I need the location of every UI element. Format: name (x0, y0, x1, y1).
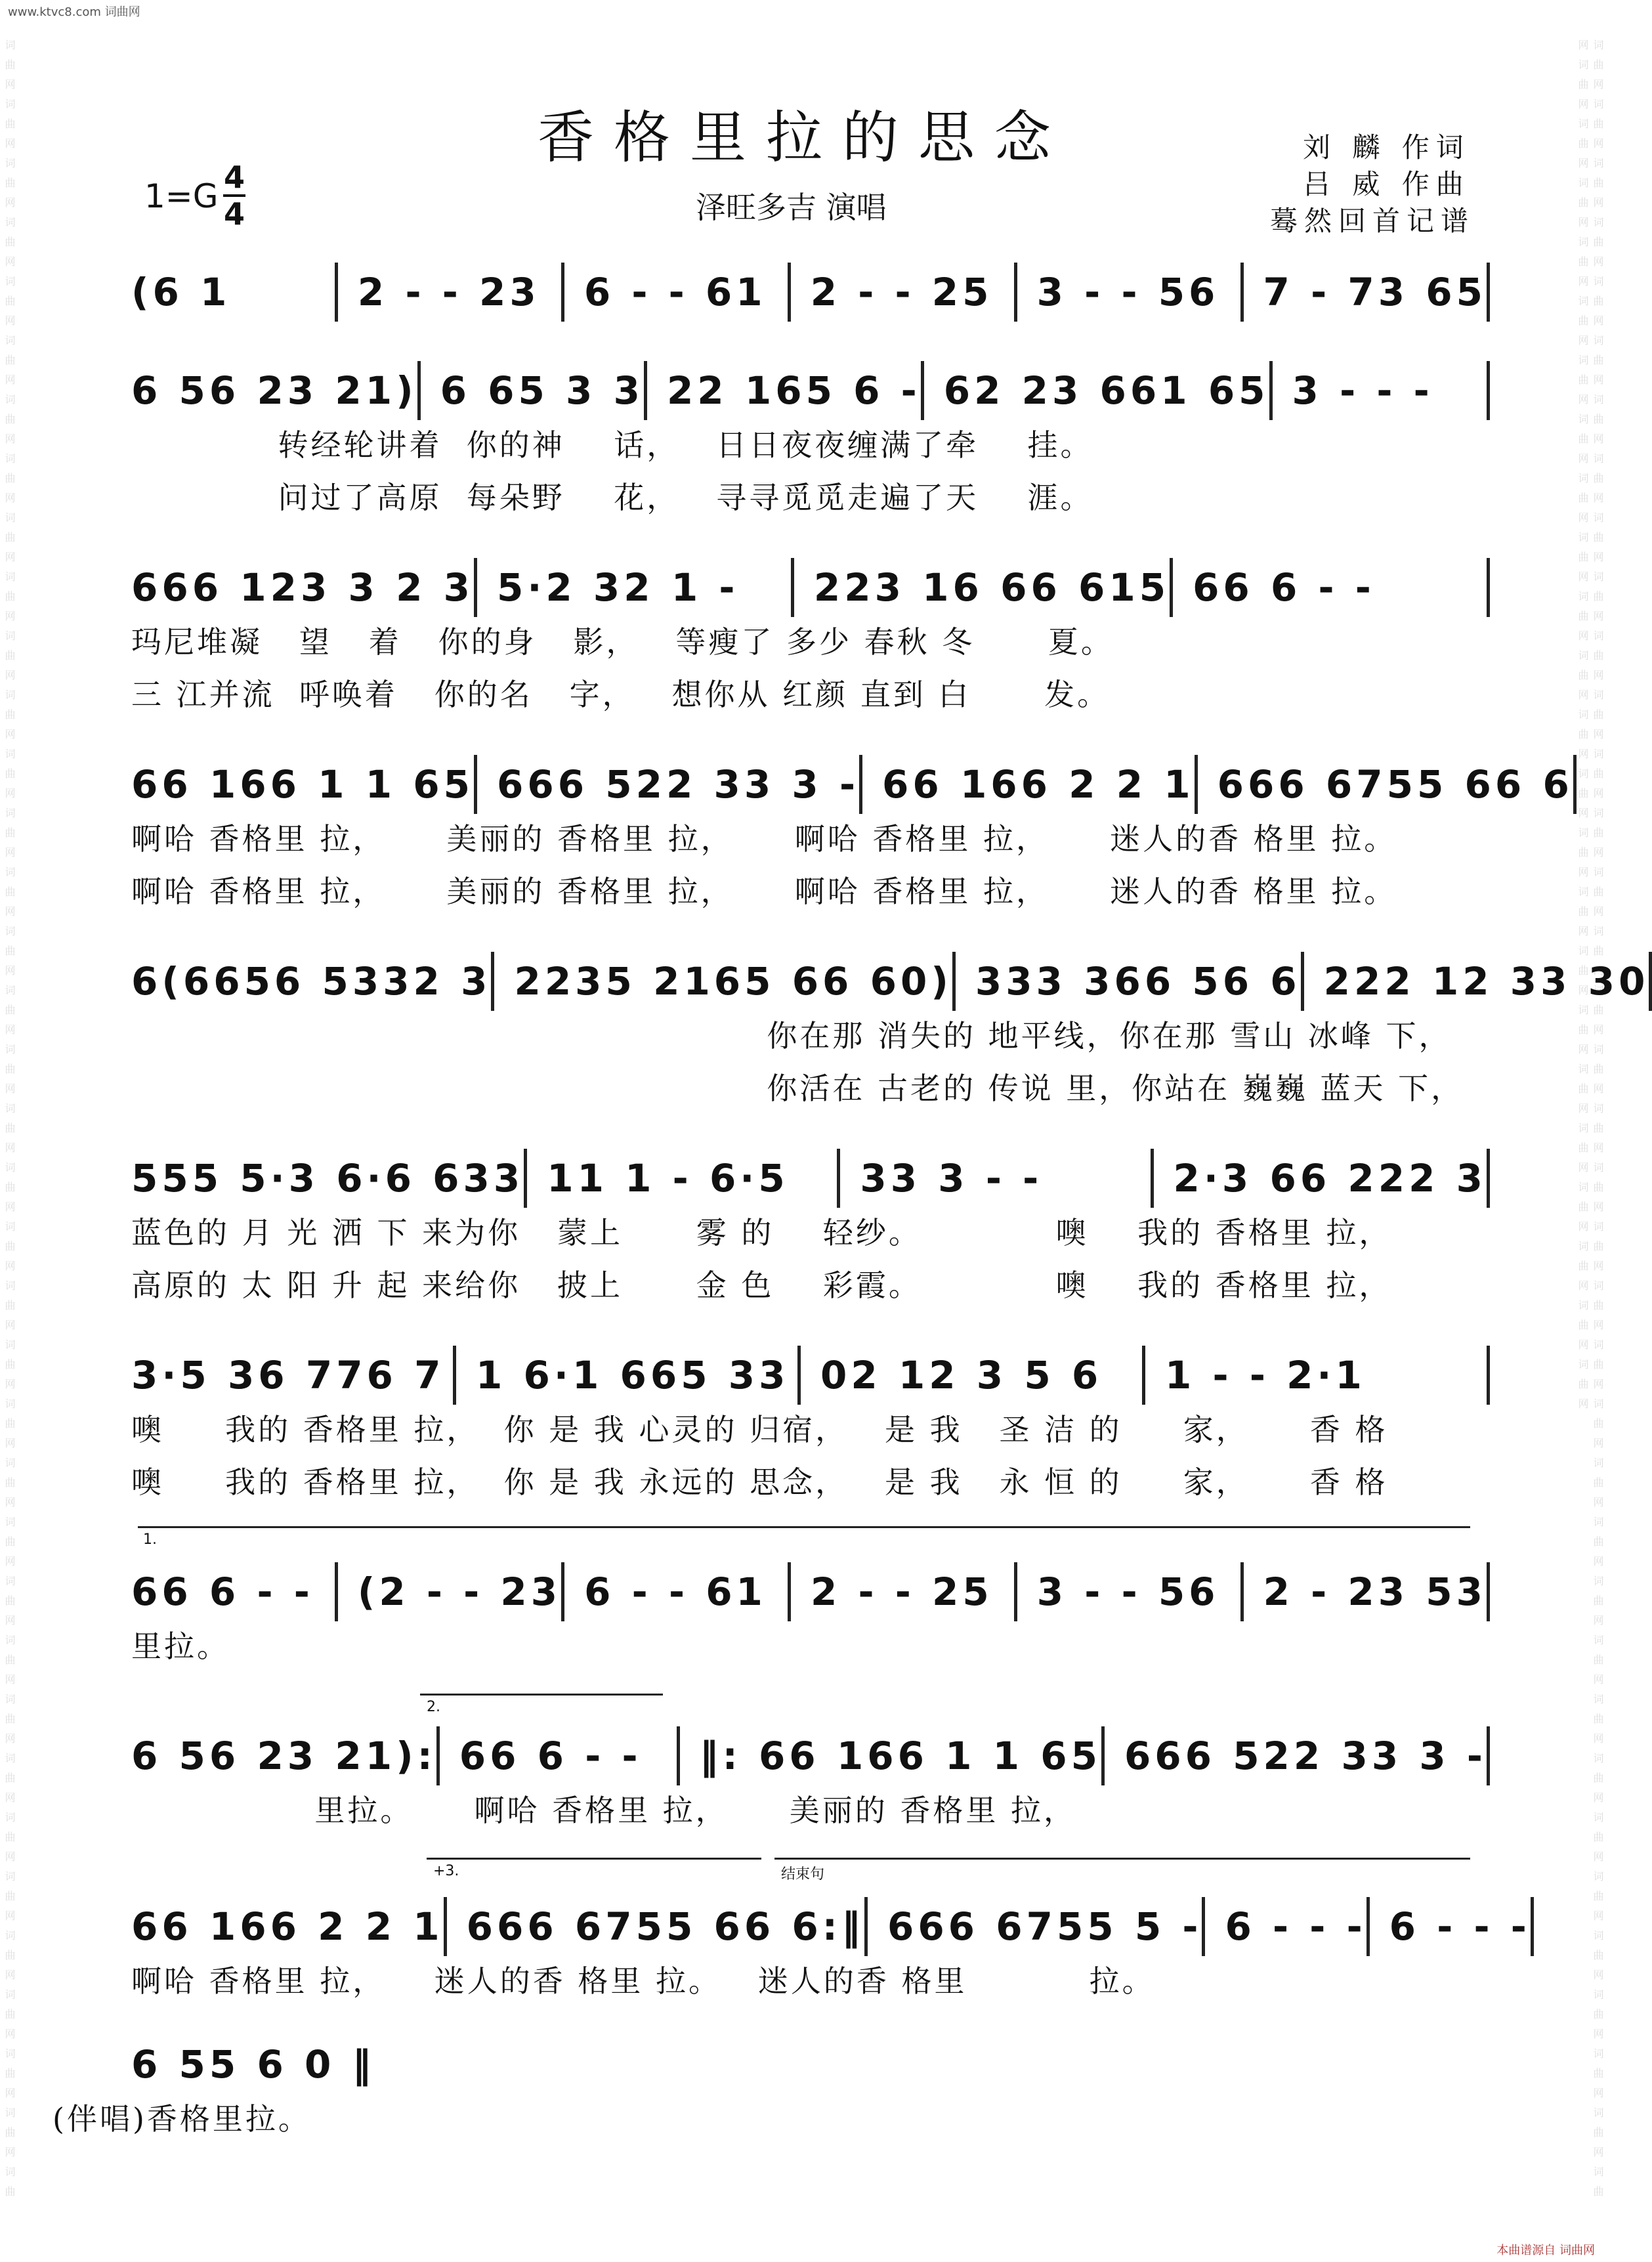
footer-source: 本曲谱源自 词曲网 (1496, 2244, 1595, 2257)
measure: 1 6·1 665 33 (476, 1353, 790, 1398)
measure: 5·2 32 1 - (496, 565, 739, 610)
barline (1649, 952, 1652, 1011)
music-line (131, 1569, 1490, 1615)
measure: 666 123 3 2 3 (131, 565, 474, 610)
barline (1487, 361, 1490, 420)
measure: 666 522 33 3 - (496, 762, 860, 807)
measure: ‖: 66 166 1 1 65 (699, 1734, 1101, 1778)
measure: 1 - - 2·1 (1165, 1353, 1366, 1398)
music-line (131, 958, 1649, 1004)
measure: 666 6755 5 - (887, 1904, 1202, 1949)
time-top: 4 (223, 160, 245, 195)
music-line (131, 269, 1490, 315)
music-line (131, 761, 1573, 807)
barline (1573, 755, 1577, 814)
measure: 666 6755 66 6 (1217, 762, 1573, 807)
lyric-line: 三 江并流 呼唤着 你的名 字， 想你从 红颜 直到 白 发。 (131, 677, 1111, 712)
notator: 蓦然回首记谱 (1270, 205, 1475, 237)
lyric-line: 高原的 太 阳 升 起 来给你 披上 金 色 彩霞。 噢 我的 香格里 拉， (131, 1268, 1392, 1303)
barline (1487, 1149, 1490, 1208)
measure: 33 3 - - (860, 1156, 1043, 1201)
volta-2-label: 2. (427, 1699, 440, 1715)
measure: 22 165 6 - (666, 368, 921, 413)
music-line (131, 2041, 1490, 2087)
volta-1-line (138, 1526, 1470, 1528)
volta-1-label: 1. (143, 1531, 157, 1548)
barline (1487, 1346, 1490, 1405)
measure: 3 - - - (1292, 368, 1433, 413)
measure: 66 166 2 2 1 (131, 1904, 444, 1949)
lyric-line: 蓝色的 月 光 洒 下 来为你 蒙上 雾 的 轻纱。 噢 我的 香格里 拉， (131, 1215, 1392, 1250)
music-line (131, 565, 1490, 610)
lyric-line: 里拉。 啊哈 香格里 拉， 美丽的 香格里 拉， (131, 1793, 1077, 1828)
measure: 6 56 23 21): (131, 1734, 436, 1778)
lyric-line: 啊哈 香格里 拉， 美丽的 香格里 拉， 啊哈 香格里 拉， 迷人的香 格里 拉。 (131, 874, 1397, 909)
measure: 66 6 - - (459, 1734, 642, 1778)
measure: 666 522 33 3 - (1124, 1734, 1487, 1778)
measure: 2 - 23 53 (1263, 1569, 1487, 1614)
measure: (6 1 (131, 270, 231, 314)
volta-2-line (420, 1694, 663, 1696)
measure: 6 - - 61 (583, 270, 767, 314)
barline (1487, 558, 1490, 617)
lyric-line: 噢 我的 香格里 拉， 你 是 我 心灵的 归宿， 是 我 圣 洁 的 家， 香 格 (131, 1412, 1388, 1447)
measure: 333 366 56 6 (975, 959, 1301, 1004)
measure: 6 - - - (1225, 1904, 1366, 1949)
measure: 3·5 36 776 7 (131, 1353, 445, 1398)
measure: 62 23 661 65 (943, 368, 1269, 413)
lyric-line: (伴唱)香格里拉。 (53, 2101, 311, 2137)
measure: 6(6656 5332 3 (131, 959, 492, 1004)
barline (1487, 1562, 1490, 1621)
measure: 66 6 - - (1193, 565, 1375, 610)
measure: 6 56 23 21) (131, 368, 417, 413)
measure: 3 - - 56 (1036, 1569, 1219, 1614)
measure: 02 12 3 5 6 (820, 1353, 1103, 1398)
measure: 3 - - 56 (1036, 270, 1219, 314)
lyric-line: 转经轮讲着 你的神 话， 日日夜夜缠满了牵 挂。 (131, 427, 1093, 463)
watermark-right: 词曲网词曲网词曲网词曲网词曲网词曲网词曲网词曲网词曲网词曲网词曲网词曲网词曲网词曲网词曲网词曲网词曲网词曲网词曲网词曲网词曲网词曲网词曲网词曲网词曲网词曲网词曲网词曲网词曲网词曲网词曲网词曲网词曲网词曲网词曲网词曲网词曲网词曲网词曲网词曲网词曲网词曲网词曲网词曲网词曲网词曲网词曲网词曲网词曲网词曲网词曲网词曲网词曲网词曲网词曲网词曲网词曲网词曲网词曲网词曲网 (1577, 39, 1604, 2206)
volta-3-line (427, 1858, 761, 1860)
lyric-line: 啊哈 香格里 拉， 美丽的 香格里 拉， 啊哈 香格里 拉， 迷人的香 格里 拉。 (131, 821, 1397, 857)
composer: 吕 威 作曲 (1303, 168, 1470, 200)
measure: 2·3 66 222 3 (1173, 1156, 1487, 1201)
lyricist: 刘 麟 作词 (1303, 131, 1470, 163)
lyric-line: 噢 我的 香格里 拉， 你 是 我 永远的 思念， 是 我 永 恒 的 家， 香 格 (131, 1464, 1388, 1500)
song-title: 香格里拉的思念 (538, 105, 1070, 171)
measure: 222 12 33 30 (1323, 959, 1649, 1004)
lyric-line: 你活在 古老的 传说 里，你站在 巍巍 蓝天 下， (131, 1071, 1464, 1106)
measure: 555 5·3 6·6 633 (131, 1156, 524, 1201)
key-signature: 1=G (144, 177, 219, 215)
music-line (131, 1155, 1490, 1201)
lyric-line: 里拉。 (131, 1629, 230, 1664)
measure: 2 - - 25 (810, 270, 993, 314)
measure: 66 166 2 2 1 (882, 762, 1195, 807)
ending-line (774, 1858, 1470, 1860)
measure: 7 - 73 65 (1263, 270, 1487, 314)
barline (1487, 1726, 1490, 1785)
measure: 223 16 66 615 (813, 565, 1170, 610)
time-bottom: 4 (223, 196, 245, 232)
lyric-line: 你在那 消失的 地平线，你在那 雪山 冰峰 下， (131, 1018, 1452, 1054)
measure: 2 - - 25 (810, 1569, 993, 1614)
lyric-line: 问过了高原 每朵野 花， 寻寻觅觅走遍了天 涯。 (131, 480, 1093, 515)
measure: 66 6 - - (131, 1569, 314, 1614)
measure: 6 65 3 3 (440, 368, 644, 413)
measure: 11 1 - 6·5 (547, 1156, 789, 1201)
measure: 2235 2165 66 60) (514, 959, 952, 1004)
measure: 6 - - - (1389, 1904, 1531, 1949)
barline (1531, 1897, 1534, 1956)
singer: 泽旺多吉 演唱 (696, 190, 887, 225)
lyric-line: 玛尼堆凝 望 着 你的身 影， 等瘦了 多少 春秋 冬 夏。 (131, 624, 1114, 660)
measure: 2 - - 23 (357, 270, 540, 314)
measure: 6 55 6 0 ‖ (131, 2042, 375, 2087)
music-line (131, 1904, 1531, 1950)
barline (1487, 263, 1490, 322)
site-url[interactable]: www.ktvc8.com 词曲网 (8, 5, 140, 19)
ending-label: 结束句 (781, 1866, 825, 1883)
measure: 6 - - 61 (584, 1569, 767, 1614)
lyric-line: 啊哈 香格里 拉， 迷人的香 格里 拉。 迷人的香 格里 拉。 (131, 1963, 1155, 1999)
measure: 66 166 1 1 65 (131, 762, 474, 807)
measure: 666 6755 66 6:‖ (466, 1904, 864, 1949)
watermark-left: 词曲网词曲网词曲网词曲网词曲网词曲网词曲网词曲网词曲网词曲网词曲网词曲网词曲网词曲网词曲网词曲网词曲网词曲网词曲网词曲网词曲网词曲网词曲网词曲网词曲网词曲网词曲网词曲网词曲网词曲网词曲网词曲网词曲网词曲网词曲网词曲网词曲 (3, 39, 16, 2206)
music-line (131, 368, 1490, 414)
music-line (131, 1733, 1490, 1779)
volta-3-label: +3. (433, 1863, 459, 1879)
measure: (2 - - 23 (357, 1569, 562, 1614)
music-line (131, 1352, 1490, 1398)
time-signature (223, 161, 245, 230)
